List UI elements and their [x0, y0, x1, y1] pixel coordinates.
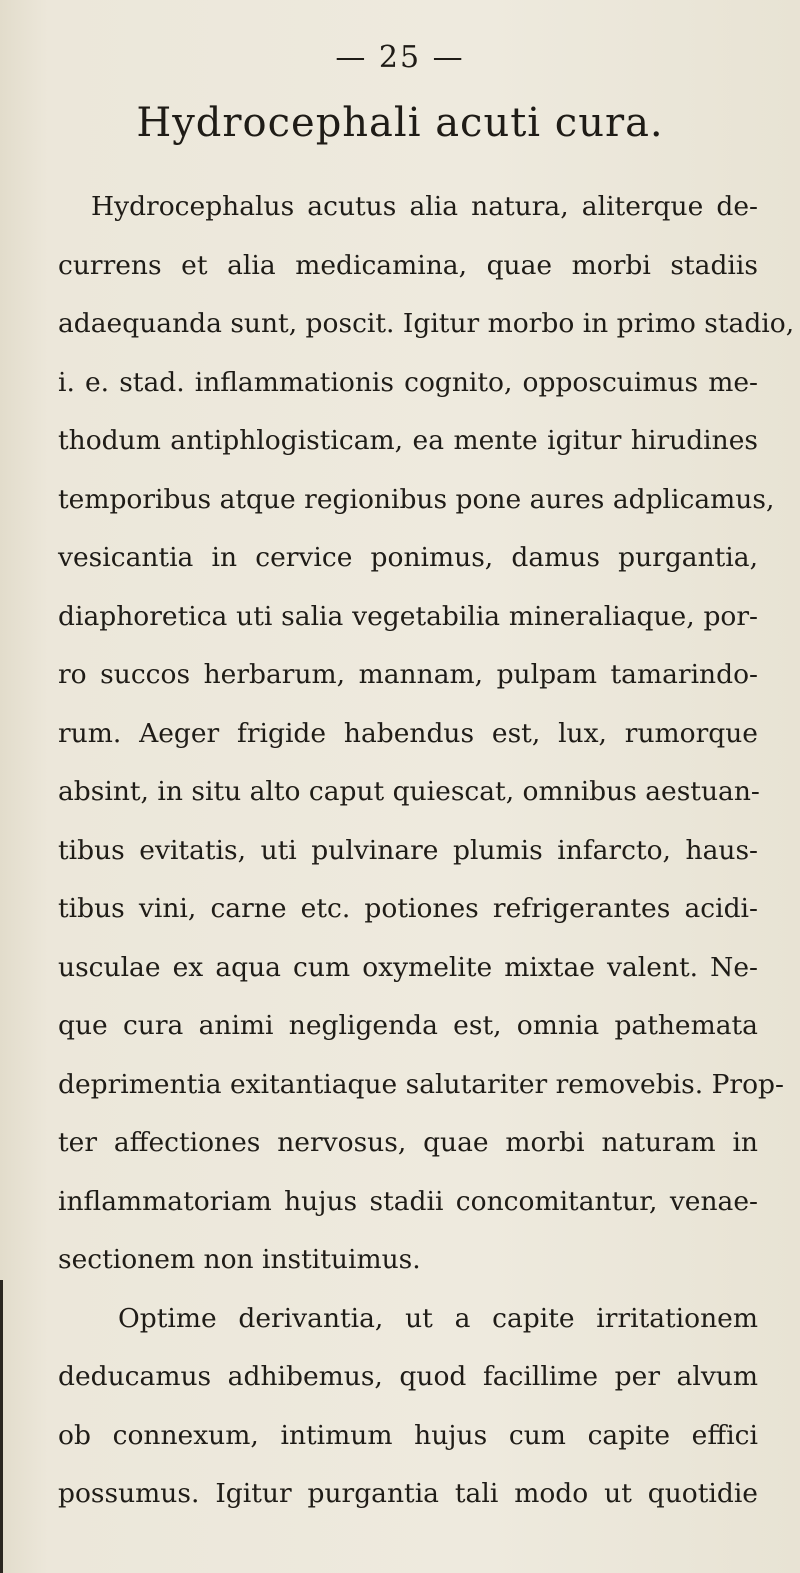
text-line: vesicantia in cervice ponimus, damus purgantia,	[58, 542, 758, 573]
text-line: tibus vini, carne etc. potiones refrigerantes acidi-	[58, 893, 758, 924]
text-line: usculae ex aqua cum oxymelite mixtae valent. Ne-	[58, 951, 758, 983]
page-number: — 25 —	[335, 40, 465, 75]
text-line: deprimentia exitantiaque salutariter removebis. Prop-	[58, 1068, 784, 1100]
text-line: Optime derivantia, ut a capite irritationem	[118, 1302, 758, 1334]
text-line: diaphoretica uti salia vegetabilia mineraliaque, por-	[58, 600, 758, 632]
page-edge-shadow	[0, 1280, 3, 1573]
text-line: deducamus adhibemus, quod facillime per alvum	[58, 1361, 758, 1392]
text-line: Hydrocephalus acutus alia natura, aliterque de-	[91, 191, 758, 222]
text-line: sectionem non instituimus.	[58, 1244, 421, 1275]
text-line: thodum antiphlogisticam, ea mente igitur hirudines	[58, 425, 758, 456]
text-line: possumus. Igitur purgantia tali modo ut quotidie	[58, 1478, 758, 1509]
text-line: temporibus atque regionibus pone aures adplicamus,	[58, 483, 775, 515]
text-line: adaequanda sunt, poscit. Igitur morbo in primo stadio,	[58, 308, 795, 339]
text-line: ob connexum, intimum hujus cum capite effici	[58, 1419, 758, 1451]
text-line: rum. Aeger frigide habendus est, lux, rumorque	[58, 717, 758, 749]
text-line: currens et alia medicamina, quae morbi stadiis	[58, 249, 758, 281]
text-line: ro succos herbarum, mannam, pulpam tamarindo-	[58, 659, 758, 690]
text-line: que cura animi negligenda est, omnia pathemata	[58, 1010, 758, 1041]
text-line: i. e. stad. inflammationis cognito, opposcuimus me-	[58, 366, 758, 398]
text-line: absint, in situ alto caput quiescat, omnibus aestuan-	[58, 776, 760, 807]
section-title: Hydrocephali acuti cura.	[136, 100, 664, 146]
text-line: tibus evitatis, uti pulvinare plumis infarcto, haus-	[58, 834, 758, 866]
text-line: inflammatoriam hujus stadii concomitantur, venae-	[58, 1185, 758, 1217]
text-line: ter affectiones nervosus, quae morbi naturam in	[58, 1127, 758, 1158]
body-text	[58, 178, 795, 1524]
